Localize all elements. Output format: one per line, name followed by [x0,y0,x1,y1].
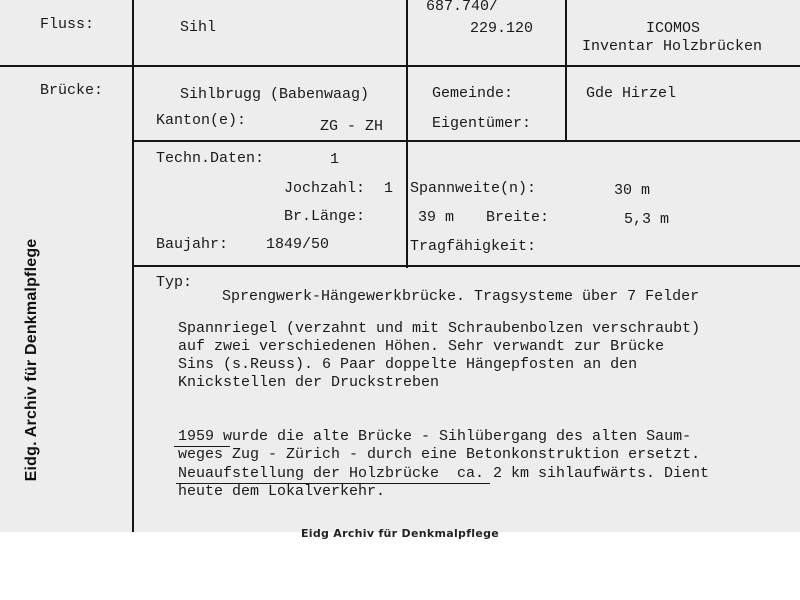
label-bruecke: Brücke: [40,82,104,99]
bridge-name: Sihlbrugg (Babenwaag) [180,86,370,103]
coordinate-x: 687.740/ [426,0,499,15]
tragfaehigkeit-label: Tragfähigkeit: [410,238,537,255]
history-line-2: weges Zug - Zürich - durch eine Betonkonstruktion ersetzt. [178,446,701,463]
laenge-label: Br.Länge: [284,208,366,225]
kanton-value: ZG - ZH [320,118,384,135]
history-line-3-rest: ca. 2 km sihlaufwärts. Dient [448,465,710,482]
baujahr-label: Baujahr: [156,236,229,253]
spannweite-value: 30 m [614,182,651,199]
desc-line-3: Sins (s.Reuss). 6 Paar doppelte Hängepfosten an den [178,356,638,373]
baujahr-value: 1849/50 [266,236,330,253]
label-fluss: Fluss: [40,16,95,33]
org-line-1: ICOMOS [646,20,701,37]
laenge-value: 39 m [418,209,455,226]
tech-title: Techn.Daten: [156,150,265,167]
gemeinde-value: Gde Hirzel [586,85,677,102]
gemeinde-label: Gemeinde: [432,85,514,102]
history-line-1: wurde die alte Brücke - Sihlübergang des alten Saum- [214,428,692,445]
river-name: Sihl [180,19,217,36]
history-year: 1959 [178,428,215,445]
archive-side-label-text: Eidg. Archiv für Denkmalpflege [23,238,40,482]
breite-value: 5,3 m [624,211,670,228]
spannweite-label: Spannweite(n): [410,180,537,197]
divider-middle-top [406,0,408,268]
archive-caption: Eidg Archiv für Denkmalpflege [300,527,500,540]
typ-value: Sprengwerk-Hängewerkbrücke. Tragsysteme über 7 Felder [222,288,700,305]
kanton-label: Kanton(e): [156,112,247,129]
divider-row-2 [132,140,800,142]
history-line-4: heute dem Lokalverkehr. [178,483,386,500]
archive-side-label [22,238,42,482]
desc-line-1: Spannriegel (verzahnt und mit Schraubenbolzen verschraubt) [178,320,701,337]
desc-line-4: Knickstellen der Druckstreben [178,374,440,391]
divider-right-top [565,0,567,140]
eigentuemer-label: Eigentümer: [432,115,532,132]
jochzahl-label: Jochzahl: [284,180,366,197]
desc-line-2: auf zwei verschiedenen Höhen. Sehr verwandt zur Brücke [178,338,665,355]
breite-label: Breite: [486,209,550,226]
tech-title-value: 1 [330,151,340,168]
history-line-3-underlined: Neuaufstellung der Holzbrücke [178,465,440,482]
coordinate-y: 229.120 [470,20,534,37]
org-line-2: Inventar Holzbrücken [582,38,763,55]
divider-row-3 [132,265,800,267]
jochzahl-value: 1 [384,180,394,197]
typ-label: Typ: [156,274,193,291]
divider-row-1 [0,65,800,67]
